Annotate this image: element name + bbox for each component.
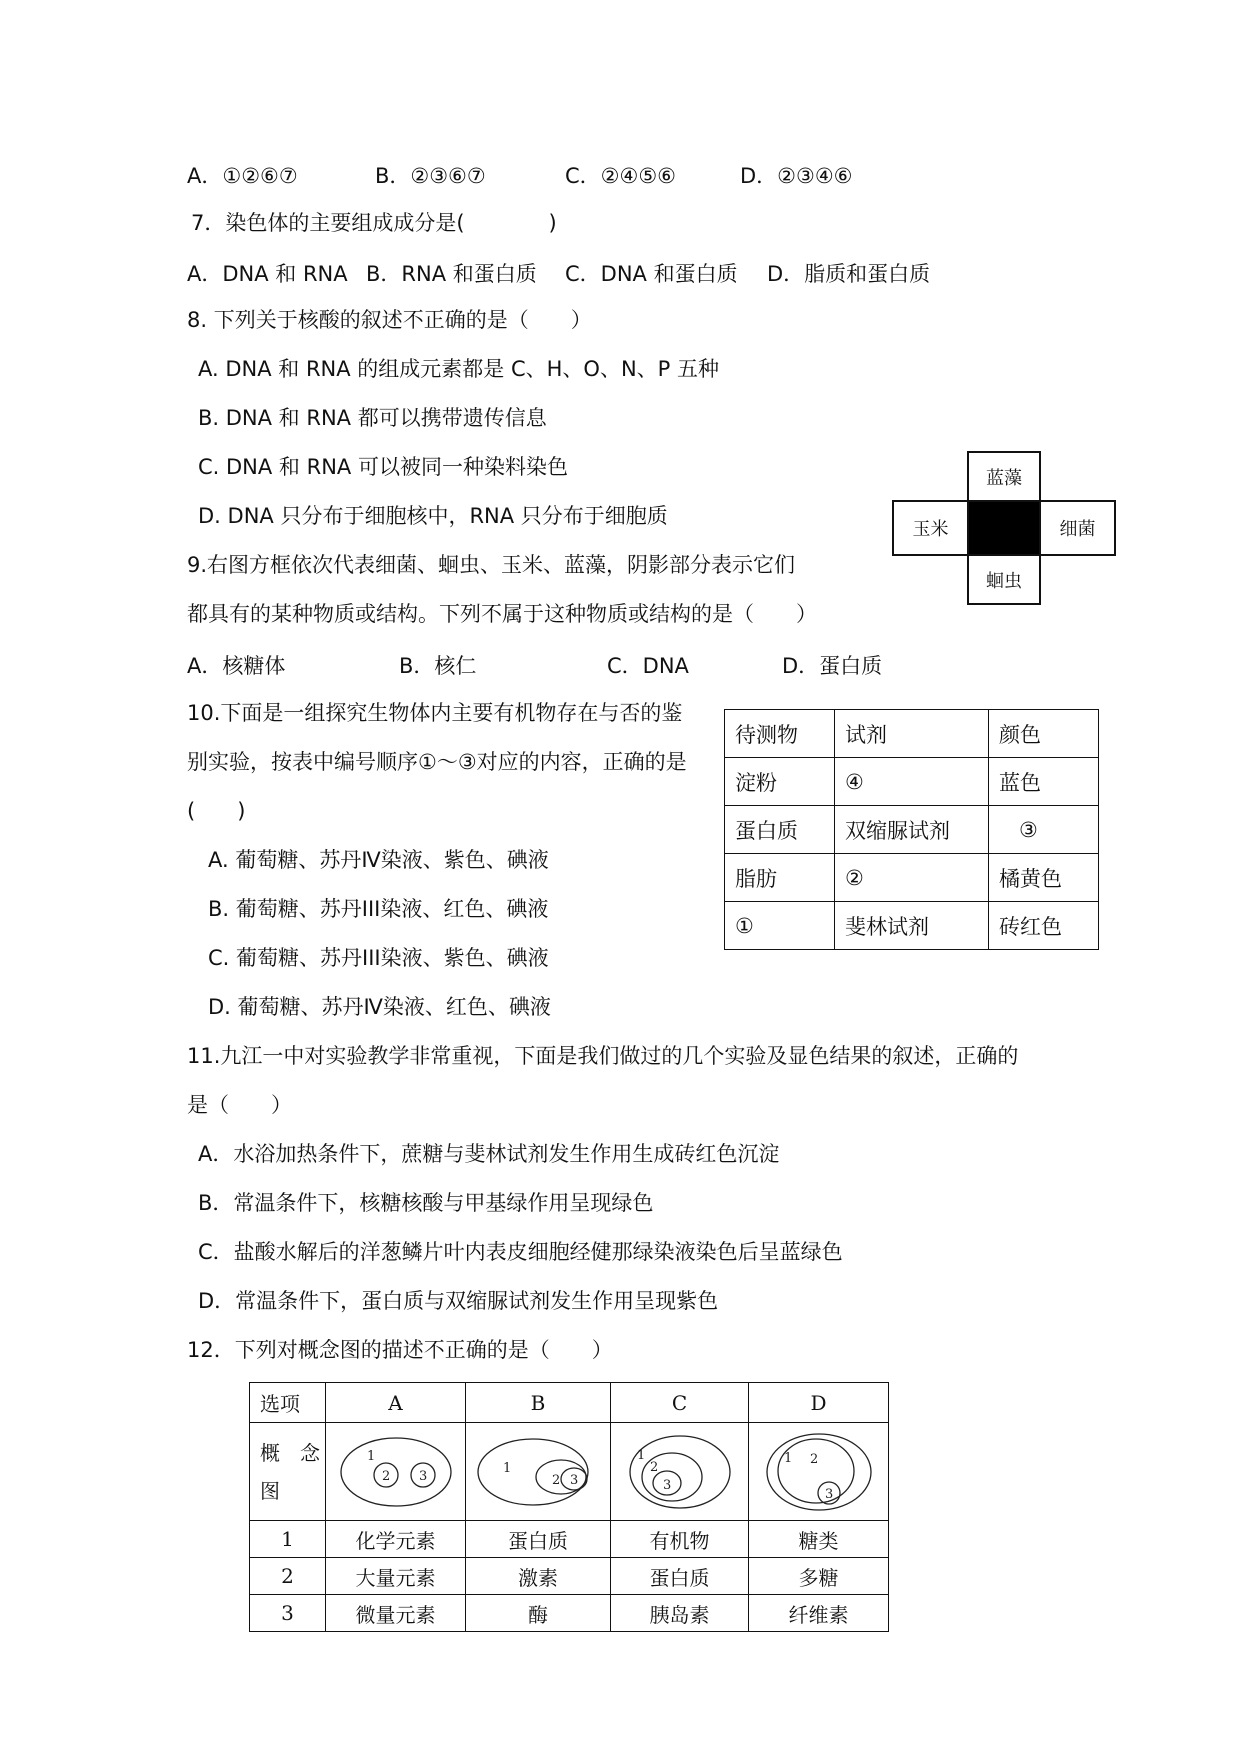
table-row bbox=[250, 1521, 889, 1558]
q10-option-a: A. 葡萄糖、苏丹Ⅳ染液、紫色、碘液 bbox=[208, 848, 549, 872]
circle-label-1: 1 bbox=[783, 1450, 792, 1466]
table-header: C bbox=[611, 1383, 749, 1423]
table-cell: ② bbox=[835, 854, 989, 902]
table-cell: 糖类 bbox=[749, 1521, 889, 1558]
table-cell: ① bbox=[725, 902, 835, 950]
table-cell: 蓝色 bbox=[989, 758, 1099, 806]
table-header: 待测物 bbox=[725, 710, 835, 758]
q8-option-c: C. DNA 和 RNA 可以被同一种染料染色 bbox=[198, 455, 568, 479]
circle-label-1: 1 bbox=[366, 1448, 375, 1464]
q6-option-b: B．②③⑥⑦ bbox=[375, 164, 486, 188]
q10-stem-line2: 别实验，按表中编号顺序①～③对应的内容，正确的是 bbox=[187, 750, 687, 774]
q11-stem-line1: 11.九江一中对实验教学非常重视，下面是我们做过的几个实验及显色结果的叙述，正确的 bbox=[187, 1044, 1019, 1068]
table-cell: 双缩脲试剂 bbox=[835, 806, 989, 854]
table-row bbox=[725, 902, 1099, 950]
table-header-row bbox=[725, 710, 1099, 758]
concept-diagram-d bbox=[749, 1423, 889, 1521]
q6-option-d: D．②③④⑥ bbox=[740, 164, 853, 188]
circle-label-3: 3 bbox=[570, 1472, 579, 1488]
q8-option-d: D. DNA 只分布于细胞核中，RNA 只分布于细胞质 bbox=[198, 504, 668, 528]
q10-option-c: C. 葡萄糖、苏丹III染液、紫色、碘液 bbox=[208, 946, 549, 970]
q7-option-d: D．脂质和蛋白质 bbox=[767, 262, 931, 286]
q11-option-a: A．水浴加热条件下，蔗糖与斐林试剂发生作用生成砖红色沉淀 bbox=[198, 1142, 780, 1166]
q9-option-c: C．DNA bbox=[607, 654, 689, 678]
table-row bbox=[725, 806, 1099, 854]
q10-option-d: D. 葡萄糖、苏丹Ⅳ染液、红色、碘液 bbox=[208, 995, 551, 1019]
table-header: D bbox=[749, 1383, 889, 1423]
q10-stem-line3: ( ) bbox=[187, 799, 246, 823]
q7-option-c: C．DNA 和蛋白质 bbox=[565, 262, 738, 286]
concept-diagram-a bbox=[326, 1423, 466, 1521]
concept-diagram-row bbox=[250, 1423, 889, 1521]
q8-option-b: B. DNA 和 RNA 都可以携带遗传信息 bbox=[198, 406, 547, 430]
box-left: 玉米 bbox=[892, 500, 969, 556]
table-row bbox=[725, 758, 1099, 806]
q12-stem: 12．下列对概念图的描述不正确的是（ ） bbox=[187, 1338, 613, 1362]
concept-map-table bbox=[249, 1382, 889, 1632]
table-cell: 化学元素 bbox=[326, 1521, 466, 1558]
table-cell: 斐林试剂 bbox=[835, 902, 989, 950]
q6-option-a: A．①②⑥⑦ bbox=[187, 164, 298, 188]
q11-option-d: D．常温条件下，蛋白质与双缩脲试剂发生作用呈现紫色 bbox=[198, 1289, 719, 1313]
table-cell: 砖红色 bbox=[989, 902, 1099, 950]
table-cell: 蛋白质 bbox=[725, 806, 835, 854]
row-number: 3 bbox=[250, 1595, 326, 1632]
table-header: 选项 bbox=[250, 1383, 326, 1423]
box-right: 细菌 bbox=[1039, 500, 1116, 556]
table-row bbox=[250, 1558, 889, 1595]
q9-stem-line1: 9.右图方框依次代表细菌、蛔虫、玉米、蓝藻，阴影部分表示它们 bbox=[187, 553, 796, 577]
q6-option-c: C．②④⑤⑥ bbox=[565, 164, 676, 188]
diagram-row-label bbox=[250, 1423, 326, 1521]
table-cell: 胰岛素 bbox=[611, 1595, 749, 1632]
table-cell: 酶 bbox=[466, 1595, 611, 1632]
diagram-row-label-line2: 图 bbox=[260, 1478, 280, 1503]
circle-label-1: 1 bbox=[636, 1447, 645, 1463]
circle-label-2: 2 bbox=[809, 1451, 818, 1467]
q9-stem-line2: 都具有的某种物质或结构。下列不属于这种物质或结构的是（ ） bbox=[187, 602, 817, 626]
table-cell: 激素 bbox=[466, 1558, 611, 1595]
q8-stem: 8. 下列关于核酸的叙述不正确的是（ ） bbox=[187, 308, 592, 332]
table-header-row bbox=[250, 1383, 889, 1423]
table-header: B bbox=[466, 1383, 611, 1423]
table-row bbox=[250, 1595, 889, 1632]
box-top: 蓝藻 bbox=[967, 451, 1041, 502]
table-cell: 淀粉 bbox=[725, 758, 835, 806]
row-number: 2 bbox=[250, 1558, 326, 1595]
concept-diagram-b bbox=[466, 1423, 611, 1521]
q7-option-b: B．RNA 和蛋白质 bbox=[366, 262, 537, 286]
table-cell: 脂肪 bbox=[725, 854, 835, 902]
table-header: A bbox=[326, 1383, 466, 1423]
circle-label-2: 2 bbox=[552, 1472, 561, 1488]
table-row bbox=[725, 854, 1099, 902]
row-number: 1 bbox=[250, 1521, 326, 1558]
table-cell: ④ bbox=[835, 758, 989, 806]
q9-option-b: B．核仁 bbox=[399, 654, 477, 678]
q7-stem: 7．染色体的主要组成成分是( ) bbox=[191, 211, 557, 235]
circle-label-3: 3 bbox=[824, 1486, 833, 1502]
circle-label-2: 2 bbox=[381, 1468, 390, 1484]
circle-label-3: 3 bbox=[418, 1468, 427, 1484]
circle-label-1: 1 bbox=[503, 1460, 512, 1476]
table-cell: 有机物 bbox=[611, 1521, 749, 1558]
table-cell: 蛋白质 bbox=[611, 1558, 749, 1595]
table-cell: ③ bbox=[989, 806, 1099, 854]
q11-option-b: B．常温条件下，核糖核酸与甲基绿作用呈现绿色 bbox=[198, 1191, 654, 1215]
circle-label-3: 3 bbox=[662, 1477, 671, 1493]
q10-option-b: B. 葡萄糖、苏丹III染液、红色、碘液 bbox=[208, 897, 549, 921]
q11-option-c: C．盐酸水解后的洋葱鳞片叶内表皮细胞经健那绿染液染色后呈蓝绿色 bbox=[198, 1240, 843, 1264]
reagent-table bbox=[724, 709, 1099, 950]
table-cell: 纤维素 bbox=[749, 1595, 889, 1632]
q9-option-d: D．蛋白质 bbox=[782, 654, 883, 678]
q9-option-a: A．核糖体 bbox=[187, 654, 286, 678]
circle-label-2: 2 bbox=[649, 1459, 658, 1475]
shaded-center-box bbox=[967, 500, 1041, 556]
table-cell: 橘黄色 bbox=[989, 854, 1099, 902]
organism-cross-diagram bbox=[892, 451, 1116, 605]
table-header: 颜色 bbox=[989, 710, 1099, 758]
table-header: 试剂 bbox=[835, 710, 989, 758]
q10-stem-line1: 10.下面是一组探究生物体内主要有机物存在与否的鉴 bbox=[187, 701, 683, 725]
q8-option-a: A. DNA 和 RNA 的组成元素都是 C、H、O、N、P 五种 bbox=[198, 357, 719, 381]
box-bottom: 蛔虫 bbox=[967, 554, 1041, 605]
diagram-row-label-line1: 概 念 bbox=[260, 1440, 320, 1465]
table-cell: 蛋白质 bbox=[466, 1521, 611, 1558]
concept-diagram-c bbox=[611, 1423, 749, 1521]
q7-option-a: A．DNA 和 RNA bbox=[187, 262, 348, 286]
table-cell: 大量元素 bbox=[326, 1558, 466, 1595]
table-cell: 多糖 bbox=[749, 1558, 889, 1595]
table-cell: 微量元素 bbox=[326, 1595, 466, 1632]
q11-stem-line2: 是（ ） bbox=[187, 1093, 292, 1117]
